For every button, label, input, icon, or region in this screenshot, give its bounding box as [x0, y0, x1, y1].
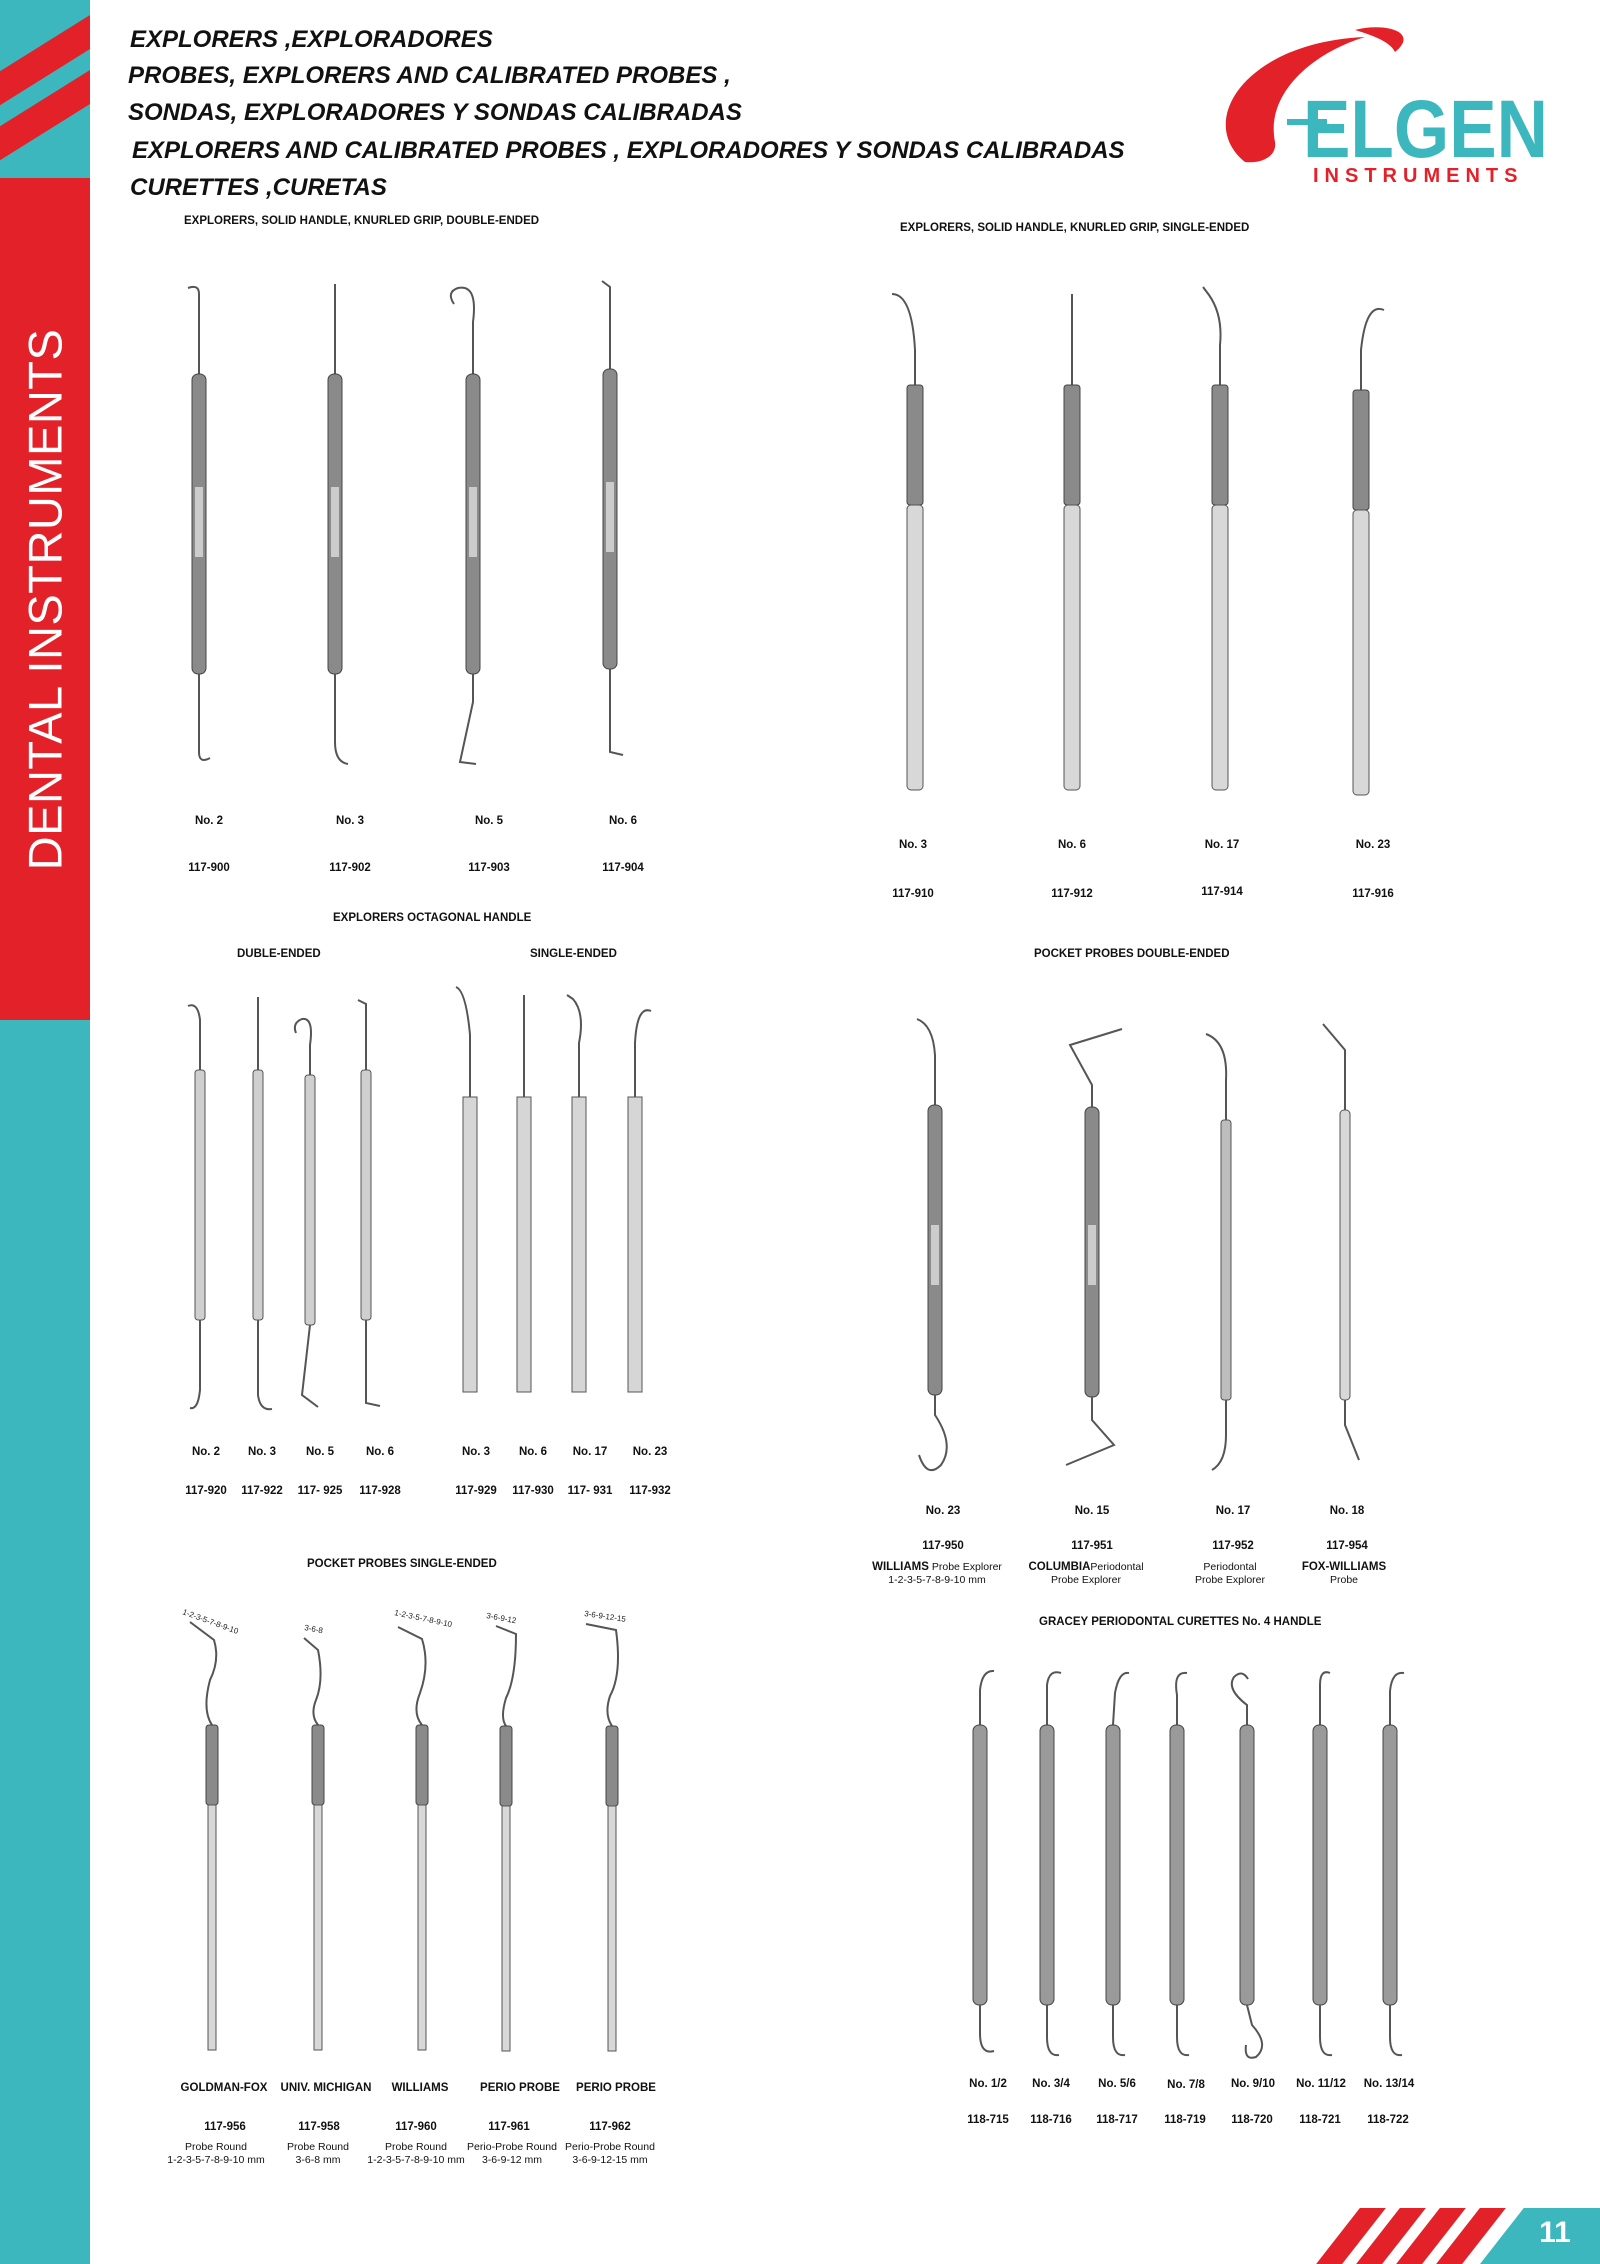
item-name: WILLIAMS	[391, 2082, 449, 2094]
section-title-pocket-double: POCKET PROBES DOUBLE-ENDED	[1034, 948, 1230, 960]
instrument-image	[578, 1604, 648, 2055]
instrument-image	[290, 1620, 350, 2055]
item-desc-line1: Periodontal	[1090, 1561, 1144, 1573]
item-number: No. 7/8	[1167, 2079, 1205, 2091]
header-line-5: CURETTES ,CURETAS	[130, 174, 387, 201]
section-title-explorers-double: EXPLORERS, SOLID HANDLE, KNURLED GRIP, DOUBLE-ENDED	[184, 215, 540, 227]
page-number: 11	[1539, 2216, 1571, 2249]
item-number: No. 23	[632, 1446, 668, 1458]
item-number: No. 2	[194, 815, 224, 827]
item-description	[1302, 1561, 1386, 1587]
probe-scale-label: 3-6-9-12-15	[583, 1609, 627, 1624]
item-number: No. 5/6	[1098, 2078, 1136, 2090]
item-code: 117-929	[455, 1485, 497, 1497]
item-description	[565, 2141, 655, 2167]
item-code: 117-962	[589, 2121, 631, 2133]
item-name: PERIO PROBE	[576, 2082, 656, 2094]
item-code: 118-721	[1299, 2114, 1341, 2126]
item-desc-line1: Perio-Probe Round	[467, 2141, 557, 2153]
logo-brand: ELGEN	[1303, 84, 1548, 175]
sidebar-title-text: DENTAL INSTRUMENTS	[18, 328, 72, 870]
item-description	[872, 1561, 1002, 1587]
instrument-image	[388, 1605, 458, 2055]
item-code: 117-920	[185, 1485, 227, 1497]
instrument-image	[1195, 285, 1245, 800]
item-desc-line2: 3-6-8 mm	[295, 2154, 341, 2166]
item-name: WILLIAMS	[872, 1561, 929, 1573]
item-number: No. 11/12	[1296, 2078, 1346, 2090]
item-number: No. 13/14	[1363, 2078, 1415, 2090]
section-title-octagonal-double: DUBLE-ENDED	[237, 948, 321, 960]
item-code: 117-904	[602, 862, 644, 874]
item-code: 117-951	[1071, 1540, 1113, 1552]
item-number: No. 3	[461, 1446, 491, 1458]
item-number: No. 2	[191, 1446, 221, 1458]
item-code: 117-902	[329, 862, 371, 874]
instrument-image	[1222, 1665, 1272, 2065]
item-code: 117-903	[468, 862, 510, 874]
instrument-image	[585, 277, 635, 772]
instrument-image	[1093, 1665, 1133, 2065]
item-number: No. 5	[474, 815, 504, 827]
item-name: PERIO PROBE	[480, 2082, 560, 2094]
item-desc-line1: Probe Round	[287, 2141, 349, 2153]
header-line-2: PROBES, EXPLORERS AND CALIBRATED PROBES ,	[128, 62, 731, 89]
instrument-image	[238, 995, 278, 1415]
instrument-image	[890, 290, 940, 800]
header-line-3: SONDAS, EXPLORADORES Y SONDAS CALIBRADAS	[128, 99, 742, 126]
instrument-image	[180, 1600, 250, 2055]
item-code: 118-719	[1164, 2114, 1206, 2126]
instrument-image	[1196, 1030, 1256, 1475]
instrument-image	[905, 1015, 965, 1475]
item-code: 117-960	[395, 2121, 437, 2133]
header-line-1: EXPLORERS ,EXPLORADORES	[130, 26, 493, 53]
item-number: No. 15	[1074, 1505, 1110, 1517]
item-code: 117-958	[298, 2121, 340, 2133]
item-code: 117- 931	[567, 1485, 613, 1497]
item-code: 117-912	[1051, 888, 1093, 900]
instrument-image	[1315, 1020, 1375, 1475]
item-desc-line1: Probe Round	[185, 2141, 247, 2153]
probe-scale-label: 3-6-8	[303, 1623, 324, 1636]
header-line-4: EXPLORERS AND CALIBRATED PROBES , EXPLORADORES Y SONDAS CALIBRADAS	[132, 137, 1125, 164]
item-code: 117-932	[629, 1485, 671, 1497]
item-description	[467, 2141, 557, 2167]
item-desc-line2: 1-2-3-5-7-8-9-10 mm	[167, 2154, 265, 2166]
item-number: No. 3/4	[1032, 2078, 1070, 2090]
probe-scale-label: 1-2-3-5-7-8-9-10	[393, 1608, 453, 1630]
item-name: COLUMBIA	[1028, 1561, 1091, 1573]
item-desc-line2: Probe	[1329, 1574, 1359, 1586]
item-desc-line2: Probe Explorer	[1194, 1574, 1266, 1586]
item-code: 117-954	[1326, 1540, 1368, 1552]
section-title-gracey: GRACEY PERIODONTAL CURETTES No. 4 HANDLE	[1039, 1616, 1322, 1628]
item-description	[167, 2141, 264, 2167]
item-number: No. 17	[572, 1446, 608, 1458]
item-desc-line2: 1-2-3-5-7-8-9-10 mm	[367, 2154, 465, 2166]
item-number: No. 17	[1204, 839, 1240, 851]
instrument-image	[346, 998, 386, 1416]
probe-scale-label: 1-2-3-5-7-8-9-10	[181, 1607, 240, 1636]
item-desc-line2: Probe Explorer	[1050, 1574, 1122, 1586]
item-number: No. 6	[1057, 839, 1087, 851]
item-number: No. 3	[247, 1446, 277, 1458]
item-description	[1028, 1561, 1143, 1587]
item-code: 118-715	[967, 2114, 1009, 2126]
item-number: No. 5	[305, 1446, 335, 1458]
instrument-image	[615, 1003, 655, 1410]
item-code: 117-961	[488, 2121, 530, 2133]
instrument-image	[559, 993, 599, 1410]
section-title-pocket-single: POCKET PROBES SINGLE-ENDED	[307, 1558, 497, 1570]
item-code: 118-722	[1367, 2114, 1409, 2126]
item-desc-line2: 3-6-9-12 mm	[481, 2154, 543, 2166]
instrument-image	[450, 985, 490, 1410]
item-number: No. 23	[1355, 839, 1391, 851]
item-number: No. 6	[518, 1446, 548, 1458]
section-title-octagonal: EXPLORERS OCTAGONAL HANDLE	[333, 912, 532, 924]
instrument-image	[1157, 1665, 1197, 2065]
section-title-octagonal-single: SINGLE-ENDED	[530, 948, 617, 960]
item-name: UNIV. MICHIGAN	[280, 2082, 372, 2094]
item-number: No. 18	[1329, 1505, 1365, 1517]
item-number: No. 9/10	[1230, 2078, 1276, 2090]
instrument-image	[174, 282, 224, 772]
instrument-image	[310, 282, 360, 772]
instrument-image	[1027, 1665, 1067, 2065]
instrument-image	[1300, 1665, 1340, 2065]
item-number: No. 3	[898, 839, 928, 851]
item-code: 118-717	[1096, 2114, 1138, 2126]
item-desc-line1: Probe Round	[385, 2141, 447, 2153]
item-code: 117-916	[1352, 888, 1394, 900]
item-name: GOLDMAN-FOX	[180, 2082, 268, 2094]
item-code: 117-914	[1201, 886, 1243, 898]
instrument-image	[1370, 1665, 1410, 2065]
instrument-image	[290, 1015, 330, 1415]
instrument-image	[504, 993, 544, 1410]
item-number: No. 6	[608, 815, 638, 827]
item-number: No. 1/2	[969, 2078, 1007, 2090]
item-code: 117-900	[188, 862, 230, 874]
item-code: 117-928	[359, 1485, 401, 1497]
item-name: FOX-WILLIAMS	[1301, 1561, 1387, 1573]
instrument-image	[1052, 1025, 1132, 1475]
item-code: 117-956	[204, 2121, 246, 2133]
instrument-image	[448, 282, 498, 772]
item-code: 117-952	[1212, 1540, 1254, 1552]
item-desc-line1: Perio-Probe Round	[565, 2141, 655, 2153]
item-code: 118-716	[1030, 2114, 1072, 2126]
item-code: 117-950	[922, 1540, 964, 1552]
item-code: 117-922	[241, 1485, 283, 1497]
sidebar-title	[0, 178, 90, 1020]
instrument-image	[476, 1608, 536, 2055]
item-description	[1195, 1561, 1265, 1587]
item-number: No. 23	[925, 1505, 961, 1517]
item-number: No. 6	[365, 1446, 395, 1458]
item-code: 118-720	[1231, 2114, 1273, 2126]
item-code: 117-910	[892, 888, 934, 900]
logo-tagline: INSTRUMENTS	[1313, 165, 1524, 187]
instrument-image	[1047, 290, 1097, 800]
item-description	[287, 2141, 349, 2167]
probe-scale-label: 3-6-9-12	[485, 1611, 518, 1626]
item-desc-line1: Probe Explorer	[931, 1561, 1002, 1573]
section-title-explorers-single: EXPLORERS, SOLID HANDLE, KNURLED GRIP, SINGLE-ENDED	[900, 222, 1250, 234]
item-desc-line2: 3-6-9-12-15 mm	[572, 2154, 648, 2166]
item-description	[367, 2141, 464, 2167]
instrument-image	[1336, 300, 1386, 800]
instrument-image	[960, 1665, 1000, 2065]
item-desc-line1: Periodontal	[1203, 1561, 1257, 1573]
instrument-image	[180, 1000, 220, 1420]
item-code: 117- 925	[297, 1485, 343, 1497]
elgen-logo	[1205, 22, 1555, 192]
item-code: 117-930	[512, 1485, 554, 1497]
item-number: No. 3	[335, 815, 365, 827]
item-number: No. 17	[1215, 1505, 1251, 1517]
item-desc-line2: 1-2-3-5-7-8-9-10 mm	[888, 1574, 986, 1586]
